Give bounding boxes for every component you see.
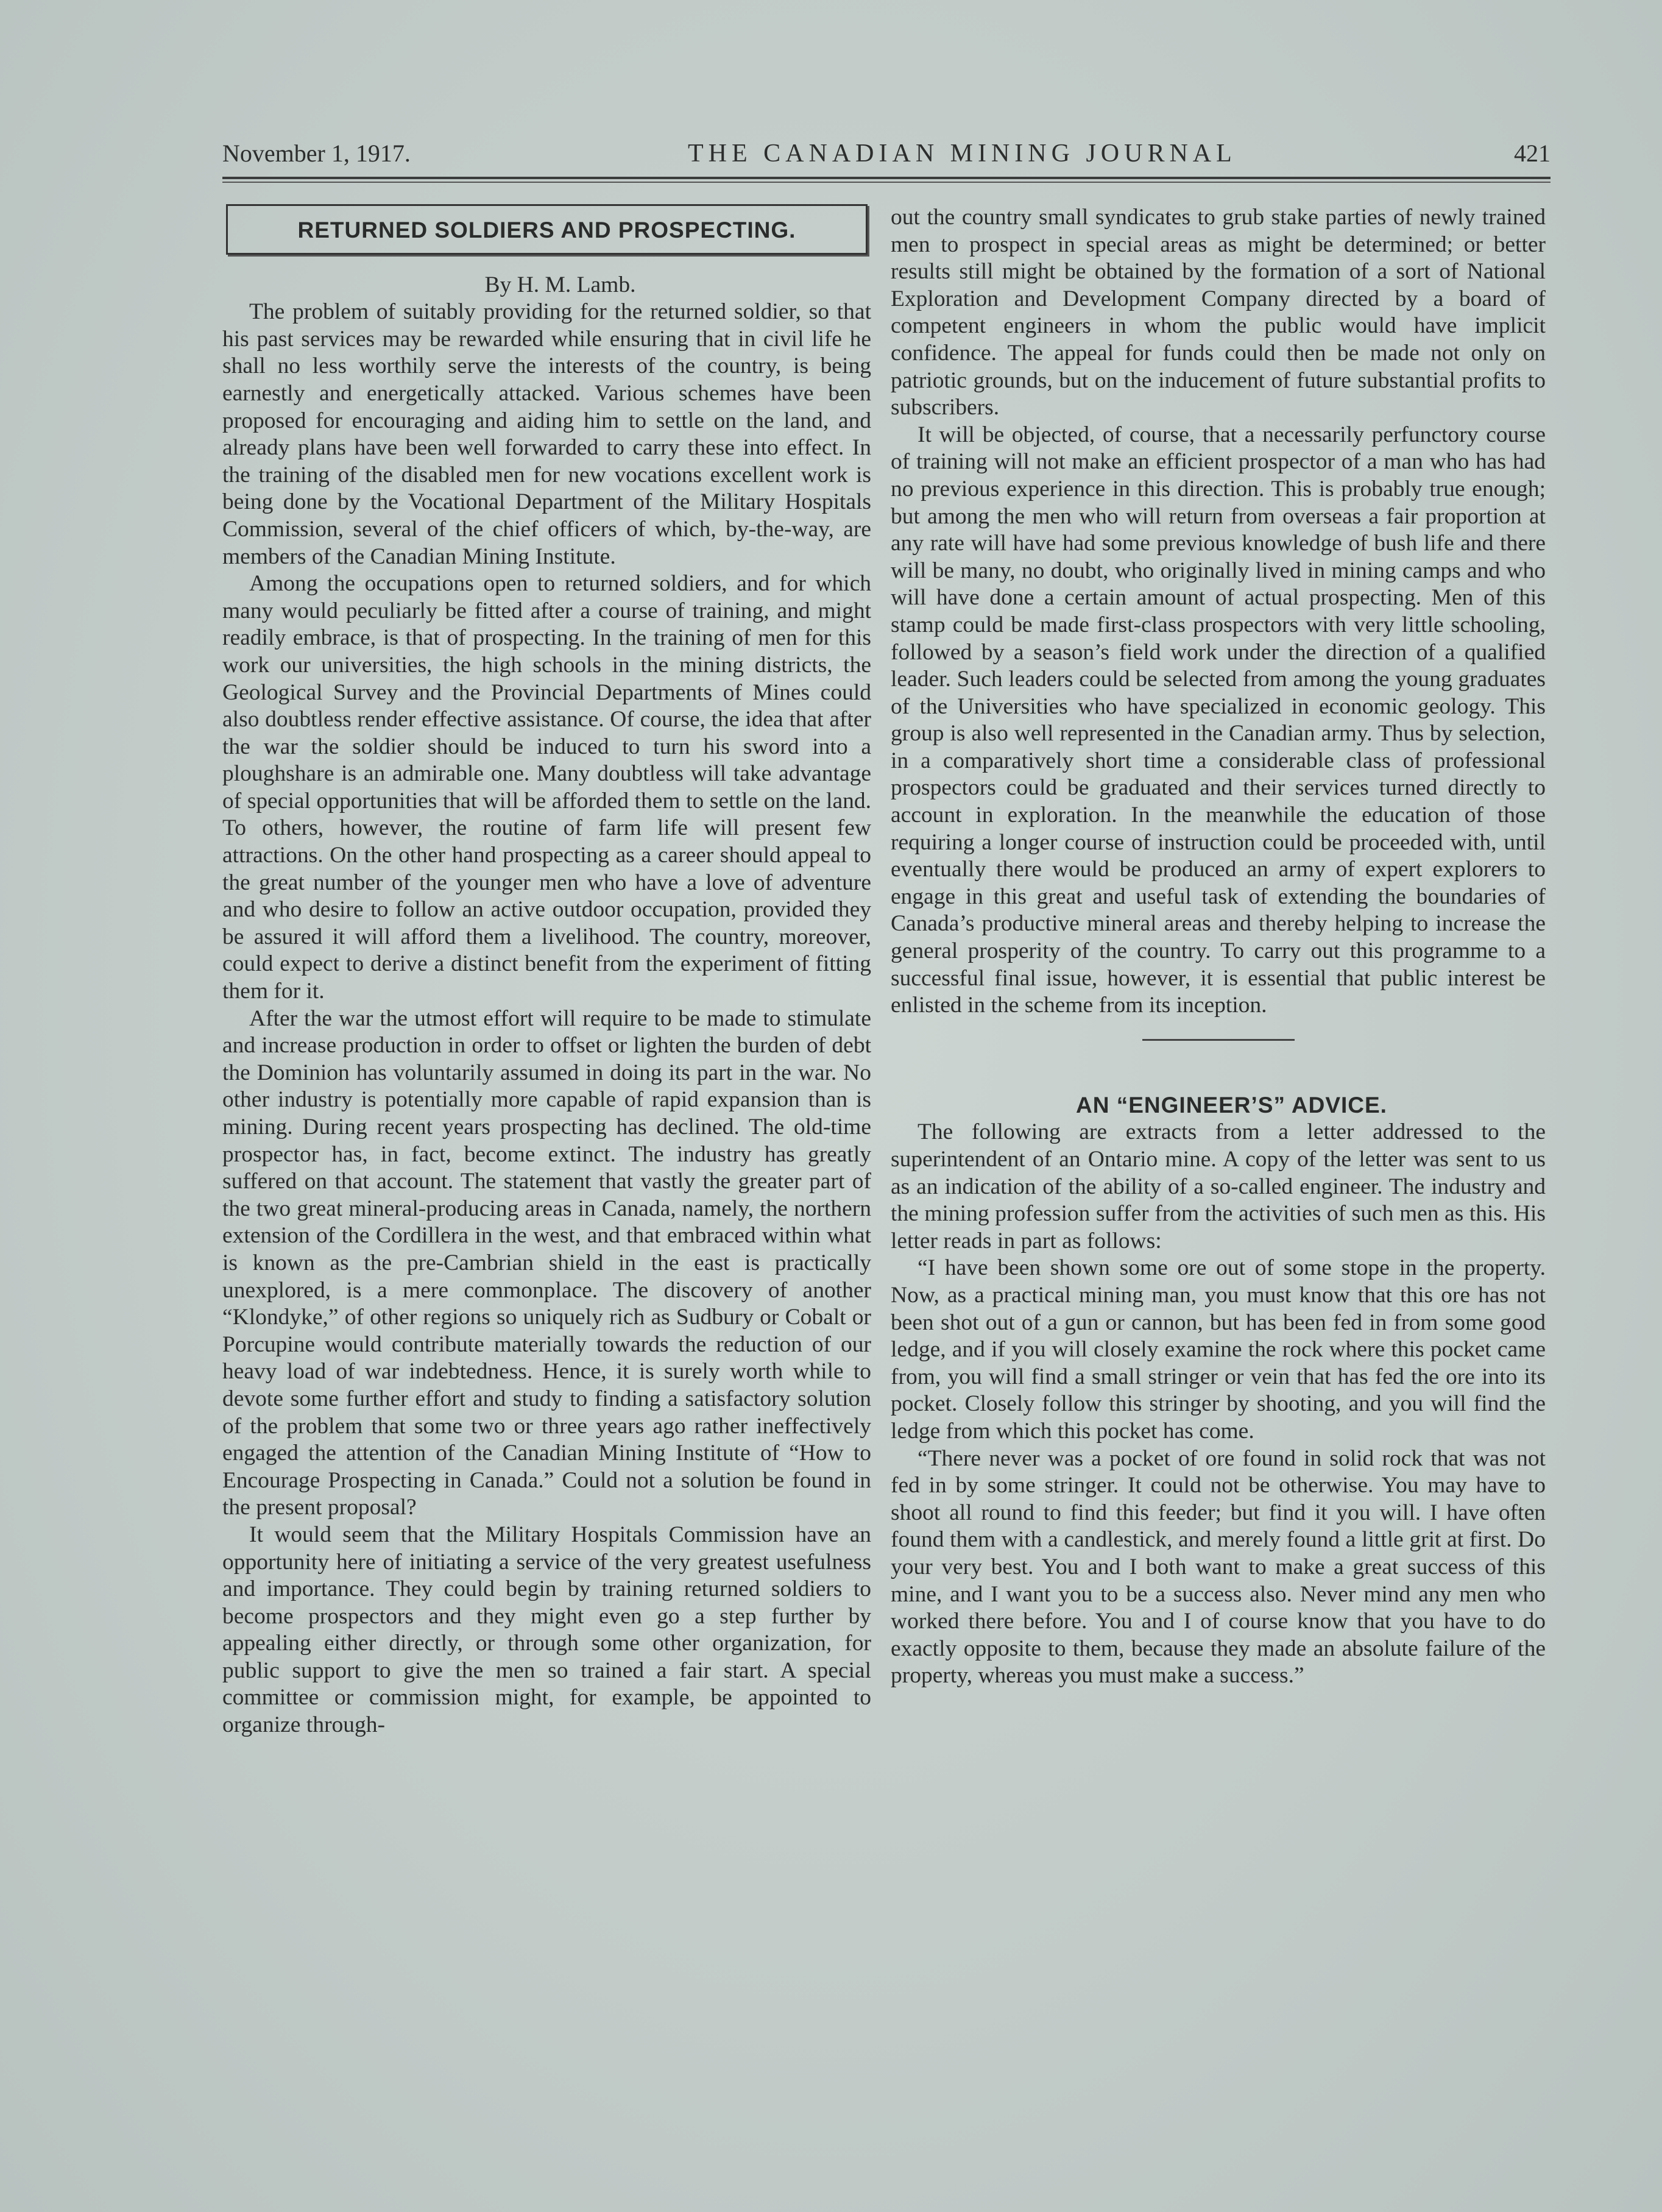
article-title-2: AN “ENGINEER’S” ADVICE. [1076,1092,1387,1118]
header-rule [222,177,1551,179]
article-continuation: out the country small syndicates to grub stake parties of newly trained men to prospect in special areas as might be determined; or better results still might be obtained by the formation of a sort of National Exploration and Development Company directed by a board of competent engineers in whom the public would have implicit confidence. The appeal for funds could then be made not only on patriotic grounds, but on the inducement of future substantial profits to subscribers. [891,205,1546,420]
quote-paragraph: “There never was a pocket of ore found in solid rock that was not fed in by some stringer. It could not be otherwise. You may have to shoot all round to find this feeder; but find it you will. I have often found them with a candlestick, and merely found a little grit at first. Do your very best. You and I both want to make a great success of this mine, and I want you to be a success also. Never mind any men who worked there before. You and I of course know that you have to do exactly opposite to them, because they made an absolute failure of the property, whereas you must make a success.” [891,1445,1546,1689]
running-header [222,139,1551,175]
left-column [222,204,871,1739]
article-paragraph: The following are extracts from a letter addressed to the superintendent of an Ontario mine. A copy of the letter was sent to us as an indication of the ability of a so-called engineer. The industry and the mining profession suffer from the activities of such men as this. His letter reads in part as follows: [891,1119,1546,1253]
article-paragraph: Among the occupations open to returned soldiers, and for which many would peculiarly be fitted after a course of training, and might readily embrace, is that of prospecting. In the training of men for this work our universities, the high schools in the mining districts, the Geological Survey and the Provincial Departments of Mines could also doubtless render effective assistance. Of course, the idea that after the war the soldier should be induced to turn his sword into a ploughshare is an admirable one. Many doubtless will take advantage of special opportunities that will be afforded them to settle on the land. To others, however, the routine of farm life will present few attractions. On the other hand prospecting as a career should appeal to the great number of the younger men who have a love of adventure and who desire to follow an active outdoor occupation, provided they be assured it will afford them a livelihood. The country, moreover, could expect to derive a distinct benefit from the experiment of fitting them for it. [222,571,871,1004]
issue-date: November 1, 1917. [222,140,411,167]
page-number: 421 [1513,140,1551,167]
section-divider [1142,1039,1295,1041]
header-rule-thin [222,182,1551,183]
article-paragraph: After the war the utmost effort will require to be made to stimulate and increase production in order to offset or lighten the burden of debt the Dominion has voluntarily assumed in doing its part in the war. No other industry is potentially more capable of rapid expansion than is mining. During recent years prospecting has declined. The old-time prospector has, in fact, become extinct. The industry has greatly suffered on that account. The statement that vastly the greater part of the two great mineral-producing areas in Canada, namely, the northern extension of the Cordillera in the west, and that embraced within what is known as the pre-Cambrian shield in the east is practically unexplored, is a mere commonplace. The discovery of another “Klondyke,” of other regions so uniquely rich as Sudbury or Cobalt or Porcupine would contribute materially towards the reduction of our heavy load of war indebtedness. Hence, it is surely worth while to devote some further effort and study to finding a satisfactory solution of the problem that some two or three years ago rather ineffectively engaged the attention of the Canadian Mining Institute of “How to Encourage Prospecting in Canada.” Could not a solution be found in the present proposal? [222,1005,871,1520]
article-paragraph: It would seem that the Military Hospitals Commission have an opportunity here of initiating a service of the very greatest usefulness and importance. They could begin by training returned soldiers to become prospectors and they might even go a step further by appealing either directly, or through some other organization, for public support to give the men so trained a fair start. A special committee or commission might, for example, be appointed to organize through- [222,1522,871,1738]
journal-title: THE CANADIAN MINING JOURNAL [688,140,1237,168]
article-paragraph: It will be objected, of course, that a necessarily perfunctory course of training will not make an efficient prospector of a man who has had no previous experience in this direction. This is probably true enough; but among the men who will return from overseas a fair proportion at any rate will have had some previous knowledge of bush life and there will be many, no doubt, who originally lived in mining camps and who will have done a certain amount of actual prospecting. Men of this stamp could be made first-class prospectors with very little schooling, followed by a season’s field work under the direction of a qualified leader. Such leaders could be selected from among the young graduates of the Universities who have specialized in economic geology. This group is also well represented in the Canadian army. Thus by selection, in a comparatively short time a considerable class of professional prospectors could be graduated and their services turned directly to account in exploration. In the meanwhile the education of those requiring a longer course of instruction could be proceeded with, until eventually there would be produced an army of expert explorers to engage in this great and useful task of extending the boundaries of Canada’s productive mineral areas and thereby helping to increase the general prosperity of the country. To carry out this programme to a successful final issue, however, it is essential that public interest be enlisted in the scheme from its inception. [891,422,1546,1018]
quote-paragraph: “I have been shown some ore out of some stope in the property. Now, as a practical mining man, you must know that this ore has not been shot out of a gun or cannon, but has been fed in from some good ledge, and if you will closely examine the rock where this pocket came from, you will find a small stringer or vein that has fed the ore into its pocket. Closely follow this stringer by shooting, and you will find the ledge from which this pocket has come. [891,1255,1546,1444]
right-column [891,204,1546,1690]
article-byline: By H. M. Lamb. [484,272,636,297]
article-paragraph: The problem of suitably providing for the returned soldier, so that his past services may be rewarded while ensuring that in civil life he shall no less worthily serve the interests of the country, is being earnestly and energetically attacked. Various schemes have been proposed for encouraging and aiding him to settle on the land, and already plans have been well forwarded to carry these into effect. In the training of the disabled men for new vocations excellent work is being done by the Vocational Department of the Military Hospitals Commission, several of the chief officers of which, by-the-way, are members of the Canadian Mining Institute. [222,299,871,569]
article-title: RETURNED SOLDIERS AND PROSPECTING. [226,204,868,255]
